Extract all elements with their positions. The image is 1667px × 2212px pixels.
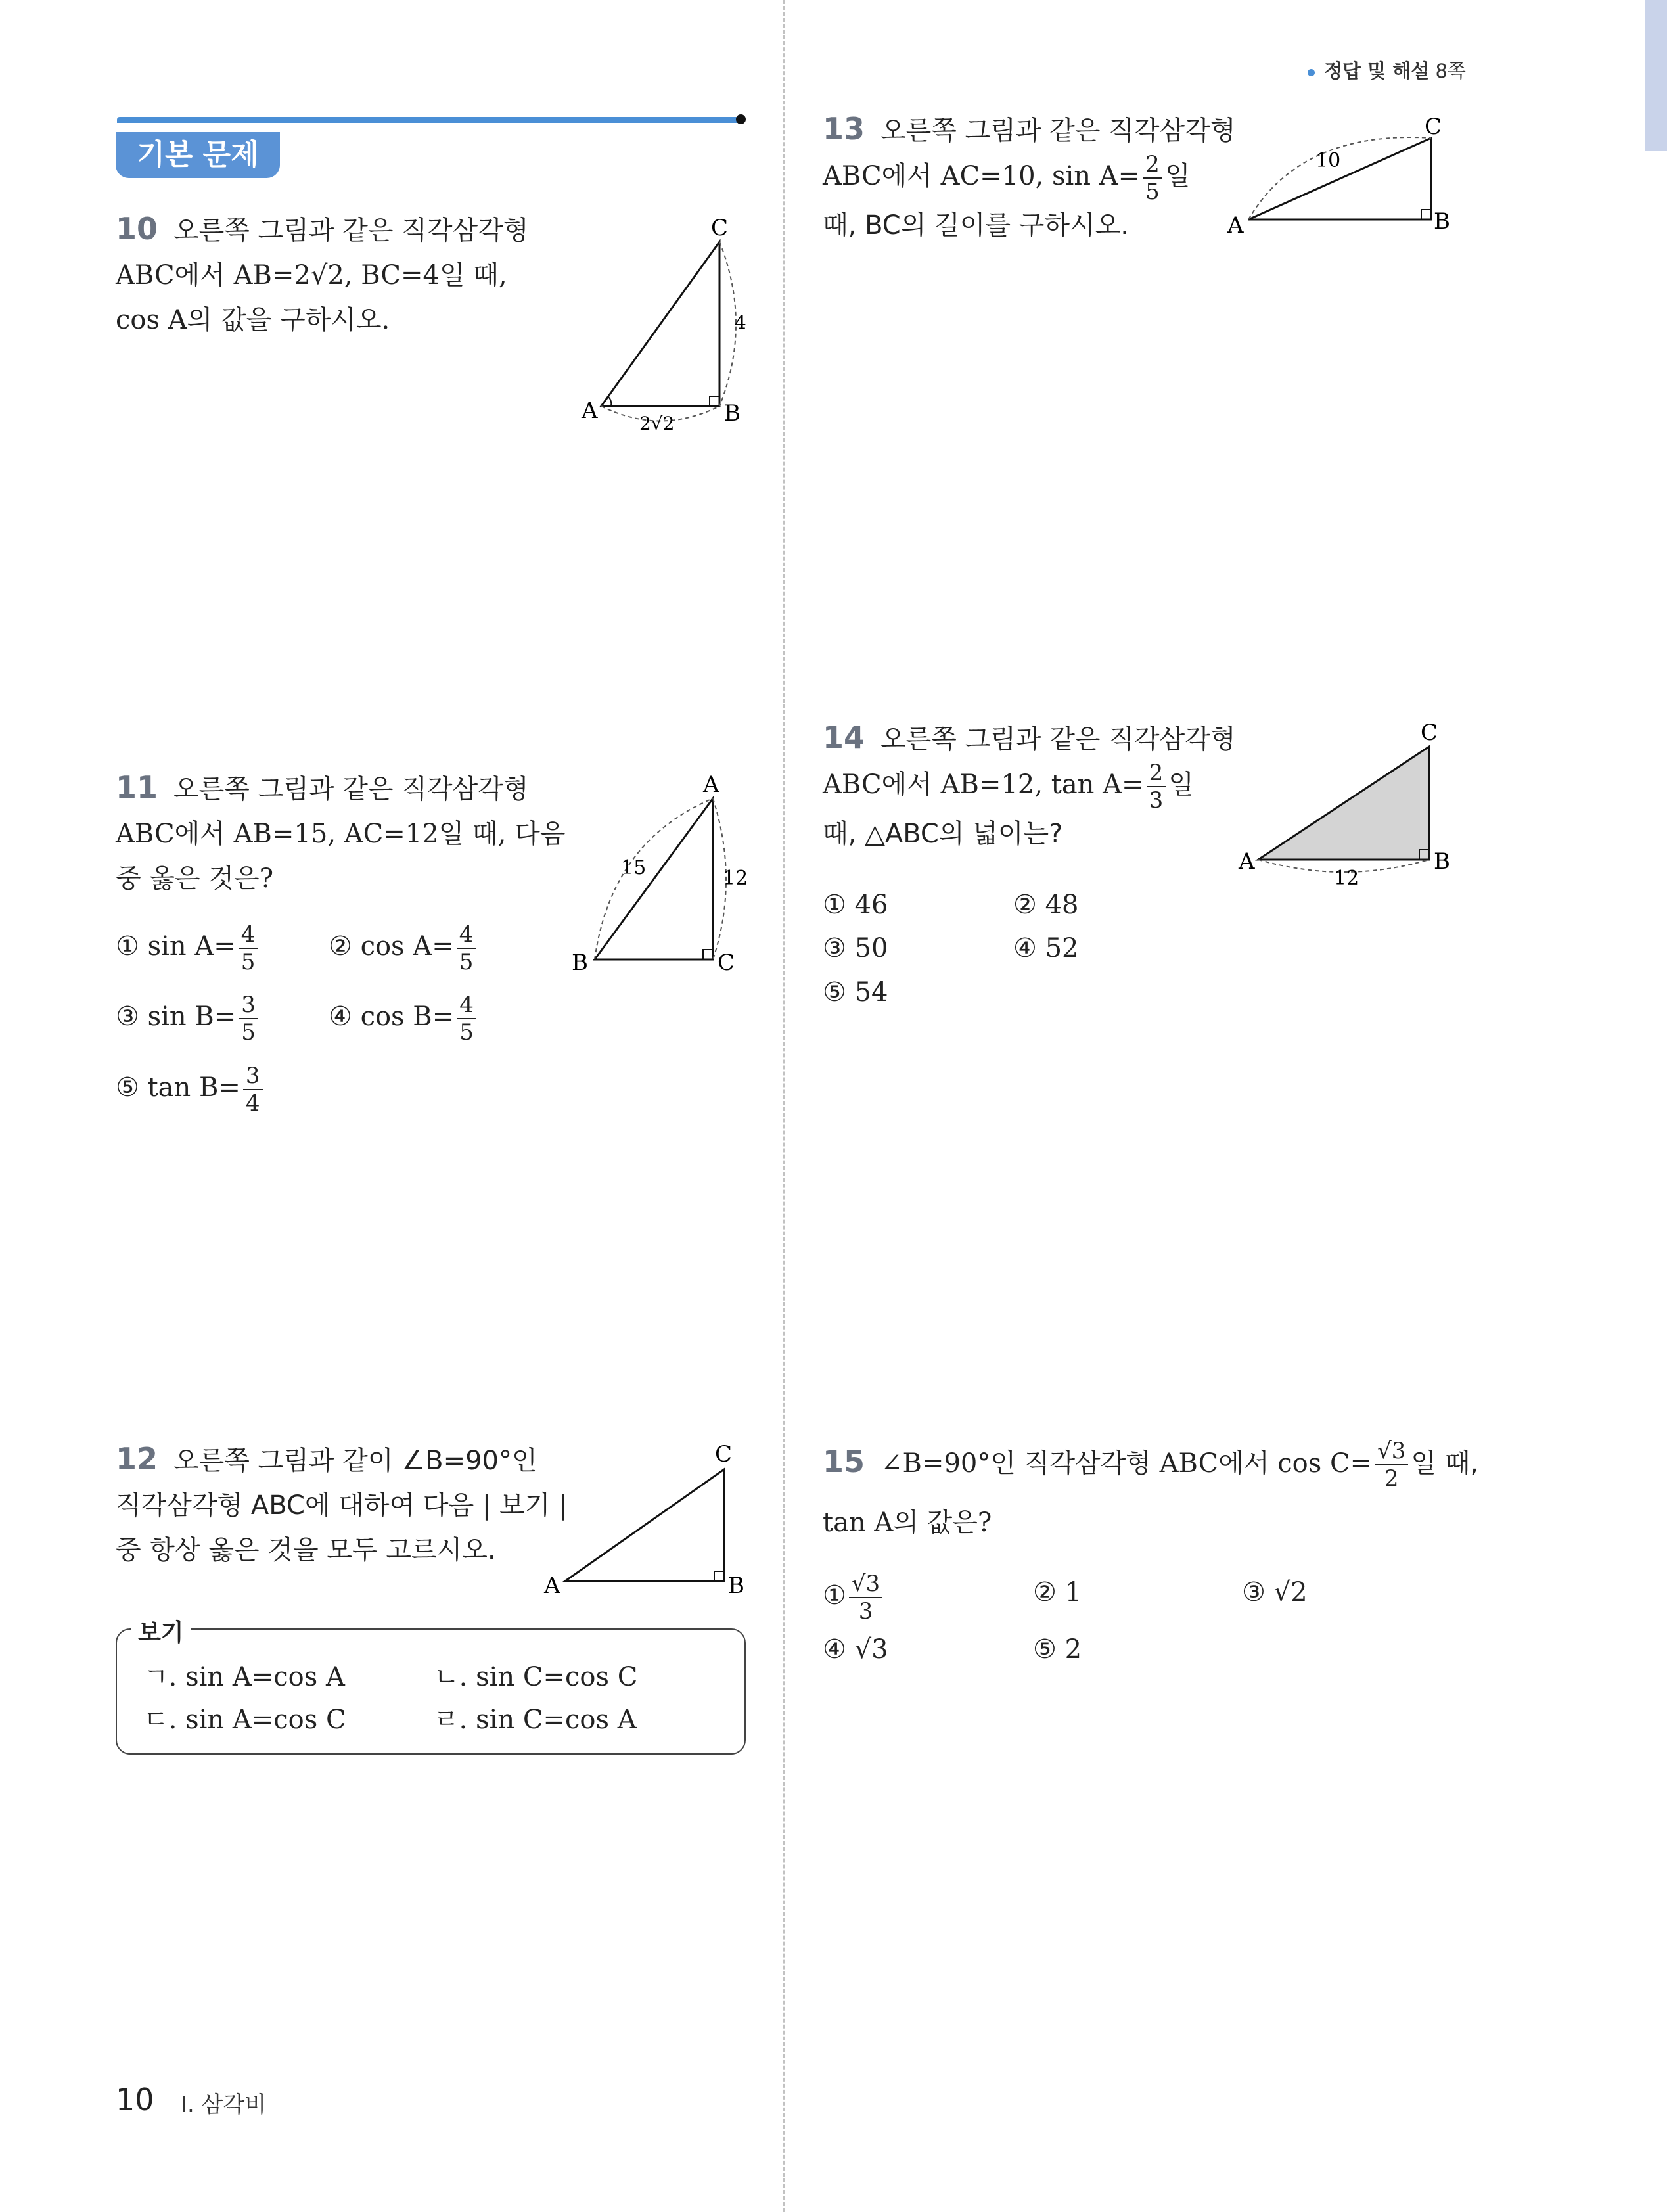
page-number: 10 [116,2082,154,2117]
denominator: 5 [241,1019,256,1046]
bogi-item: ㄷ. sin A=cos C [143,1705,346,1735]
option-label: ⑤ tan B= [116,1072,240,1103]
side-ac-label: 12 [723,867,748,890]
numerator: 2 [1147,762,1166,787]
numerator: 3 [239,994,258,1019]
question-line: 오른쪽 그림과 같이 ∠B=90°인 [173,1446,537,1476]
numerator: 4 [457,994,476,1019]
option-5[interactable]: ⑤ 2 [1033,1634,1082,1665]
numerator: √3 [1375,1440,1408,1465]
denominator: 5 [240,949,256,975]
triangle-figure-13 [1222,110,1459,242]
bogi-item: ㄹ. sin C=cos A [434,1705,637,1735]
option-label: ④ cos B= [329,1002,455,1032]
bogi-label: 보기 [131,1614,191,1647]
bullet-icon [1308,69,1315,76]
question-line: ABC에서 AB=15, AC=12일 때, 다음 [116,819,566,849]
triangle-figure-12 [539,1438,756,1609]
question-line: ABC에서 AB=12, tan A= [823,770,1144,800]
question-line: 일 때, [1411,1448,1479,1479]
question-line: 오른쪽 그림과 같은 직각삼각형 [173,216,529,246]
question-line: 오른쪽 그림과 같은 직각삼각형 [880,724,1236,754]
answer-ref-page: 8쪽 [1435,60,1466,82]
question-number: 12 [116,1441,158,1477]
option-label: ③ sin B= [116,1002,237,1032]
fraction [239,994,258,1044]
option-3[interactable]: ③ 50 [823,933,888,963]
fraction [239,923,258,973]
bogi-item: ㄴ. sin C=cos C [434,1662,638,1692]
answer-ref-label: 정답 및 해설 [1324,60,1430,82]
denominator: 5 [459,949,474,975]
column-divider [783,0,785,2212]
question-line: 직각삼각형 ABC에 대하여 다음 | 보기 | [116,1490,568,1521]
question-11 [116,765,565,901]
question-line: ABC에서 AB=2√2, BC=4일 때, [116,260,507,290]
numerator: √3 [849,1573,882,1598]
question-line: tan A의 값은? [823,1508,992,1538]
option-1[interactable] [823,1573,885,1623]
section-bar [117,117,743,123]
question-line: 때, △ABC의 넓이는? [823,819,1063,849]
question-number: 15 [823,1444,865,1479]
question-line: 오른쪽 그림과 같은 직각삼각형 [880,116,1236,146]
question-12 [116,1437,568,1573]
triangle-figure-10 [572,209,756,439]
fraction [849,1573,882,1623]
vertex-c-label: C [711,215,729,241]
question-line: 일 [1168,770,1194,800]
fraction [243,1065,263,1115]
side-ab-label: 15 [621,856,647,879]
denominator: 3 [858,1598,873,1624]
answer-reference [1308,57,1466,83]
question-line: cos A의 값을 구하시오. [116,305,390,335]
question-number: 14 [823,720,865,755]
numerator: 2 [1143,153,1162,179]
option-4[interactable]: ④ 52 [1013,933,1079,963]
denominator: 4 [245,1090,260,1117]
numerator: 4 [457,923,476,949]
option-2[interactable] [329,923,478,973]
option-label: ① sin A= [116,931,236,961]
vertex-b-label: B [728,1573,744,1599]
vertex-b-label: B [724,400,741,426]
vertex-c-label: C [1425,114,1442,140]
vertex-a-label: A [544,1573,560,1599]
side-ac-label: 10 [1315,149,1341,172]
question-number: 13 [823,111,865,147]
question-number: 11 [116,770,158,805]
question-10 [116,206,528,342]
question-14 [823,715,1235,856]
question-line: 오른쪽 그림과 같은 직각삼각형 [173,774,529,804]
denominator: 3 [1149,787,1164,814]
fraction [457,923,476,973]
vertex-c-label: C [718,950,735,976]
side-tab [1645,0,1667,151]
vertex-b-label: B [572,950,588,976]
chapter-title: Ⅰ. 삼각비 [181,2092,267,2118]
section-tag: 기본 문제 [116,132,280,178]
option-4[interactable] [329,994,479,1044]
option-4[interactable]: ④ √3 [823,1634,888,1665]
denominator: 2 [1384,1465,1399,1492]
side-ab-label: 2√2 [639,413,675,434]
question-line: 일 [1164,161,1191,191]
denominator: 5 [459,1019,474,1046]
option-3[interactable] [116,994,261,1044]
fraction [1147,762,1166,812]
side-ab-label: 12 [1334,867,1359,887]
option-1[interactable]: ① 46 [823,890,888,920]
triangle-figure-11 [565,769,756,979]
question-line: ∠B=90°인 직각삼각형 ABC에서 cos C= [880,1448,1373,1479]
option-5[interactable] [116,1065,265,1115]
question-number: 10 [116,211,158,246]
question-line: ABC에서 AC=10, sin A= [823,161,1141,191]
bogi-item: ㄱ. sin A=cos A [143,1662,345,1692]
question-line: 때, BC의 길이를 구하시오. [823,210,1130,241]
option-1[interactable] [116,923,260,973]
vertex-b-label: B [1434,208,1450,235]
option-2[interactable]: ② 48 [1013,890,1079,920]
fraction [457,994,476,1044]
triangle-figure-14 [1229,716,1459,887]
option-3[interactable]: ③ √2 [1242,1577,1308,1607]
vertex-a-label: A [582,398,598,424]
fraction [1375,1440,1408,1490]
side-bc-label: 4 [735,311,746,333]
option-2[interactable]: ② 1 [1033,1577,1082,1607]
vertex-c-label: C [715,1441,733,1467]
option-label: ① [823,1580,846,1611]
question-15 [823,1439,1478,1545]
question-line: 중 옳은 것은? [116,864,274,894]
vertex-a-label: A [1239,848,1255,875]
question-line: 중 항상 옳은 것을 모두 고르시오. [116,1535,496,1565]
vertex-c-label: C [1421,720,1438,746]
fraction [1143,153,1162,203]
section-bar-dot [736,114,746,124]
numerator: 3 [243,1065,263,1090]
vertex-a-label: A [703,772,719,798]
option-label: ② cos A= [329,931,454,961]
question-13 [823,106,1235,248]
denominator: 5 [1145,179,1160,205]
option-5[interactable]: ⑤ 54 [823,977,888,1007]
vertex-a-label: A [1227,212,1244,239]
numerator: 4 [239,923,258,949]
vertex-b-label: B [1434,848,1450,875]
